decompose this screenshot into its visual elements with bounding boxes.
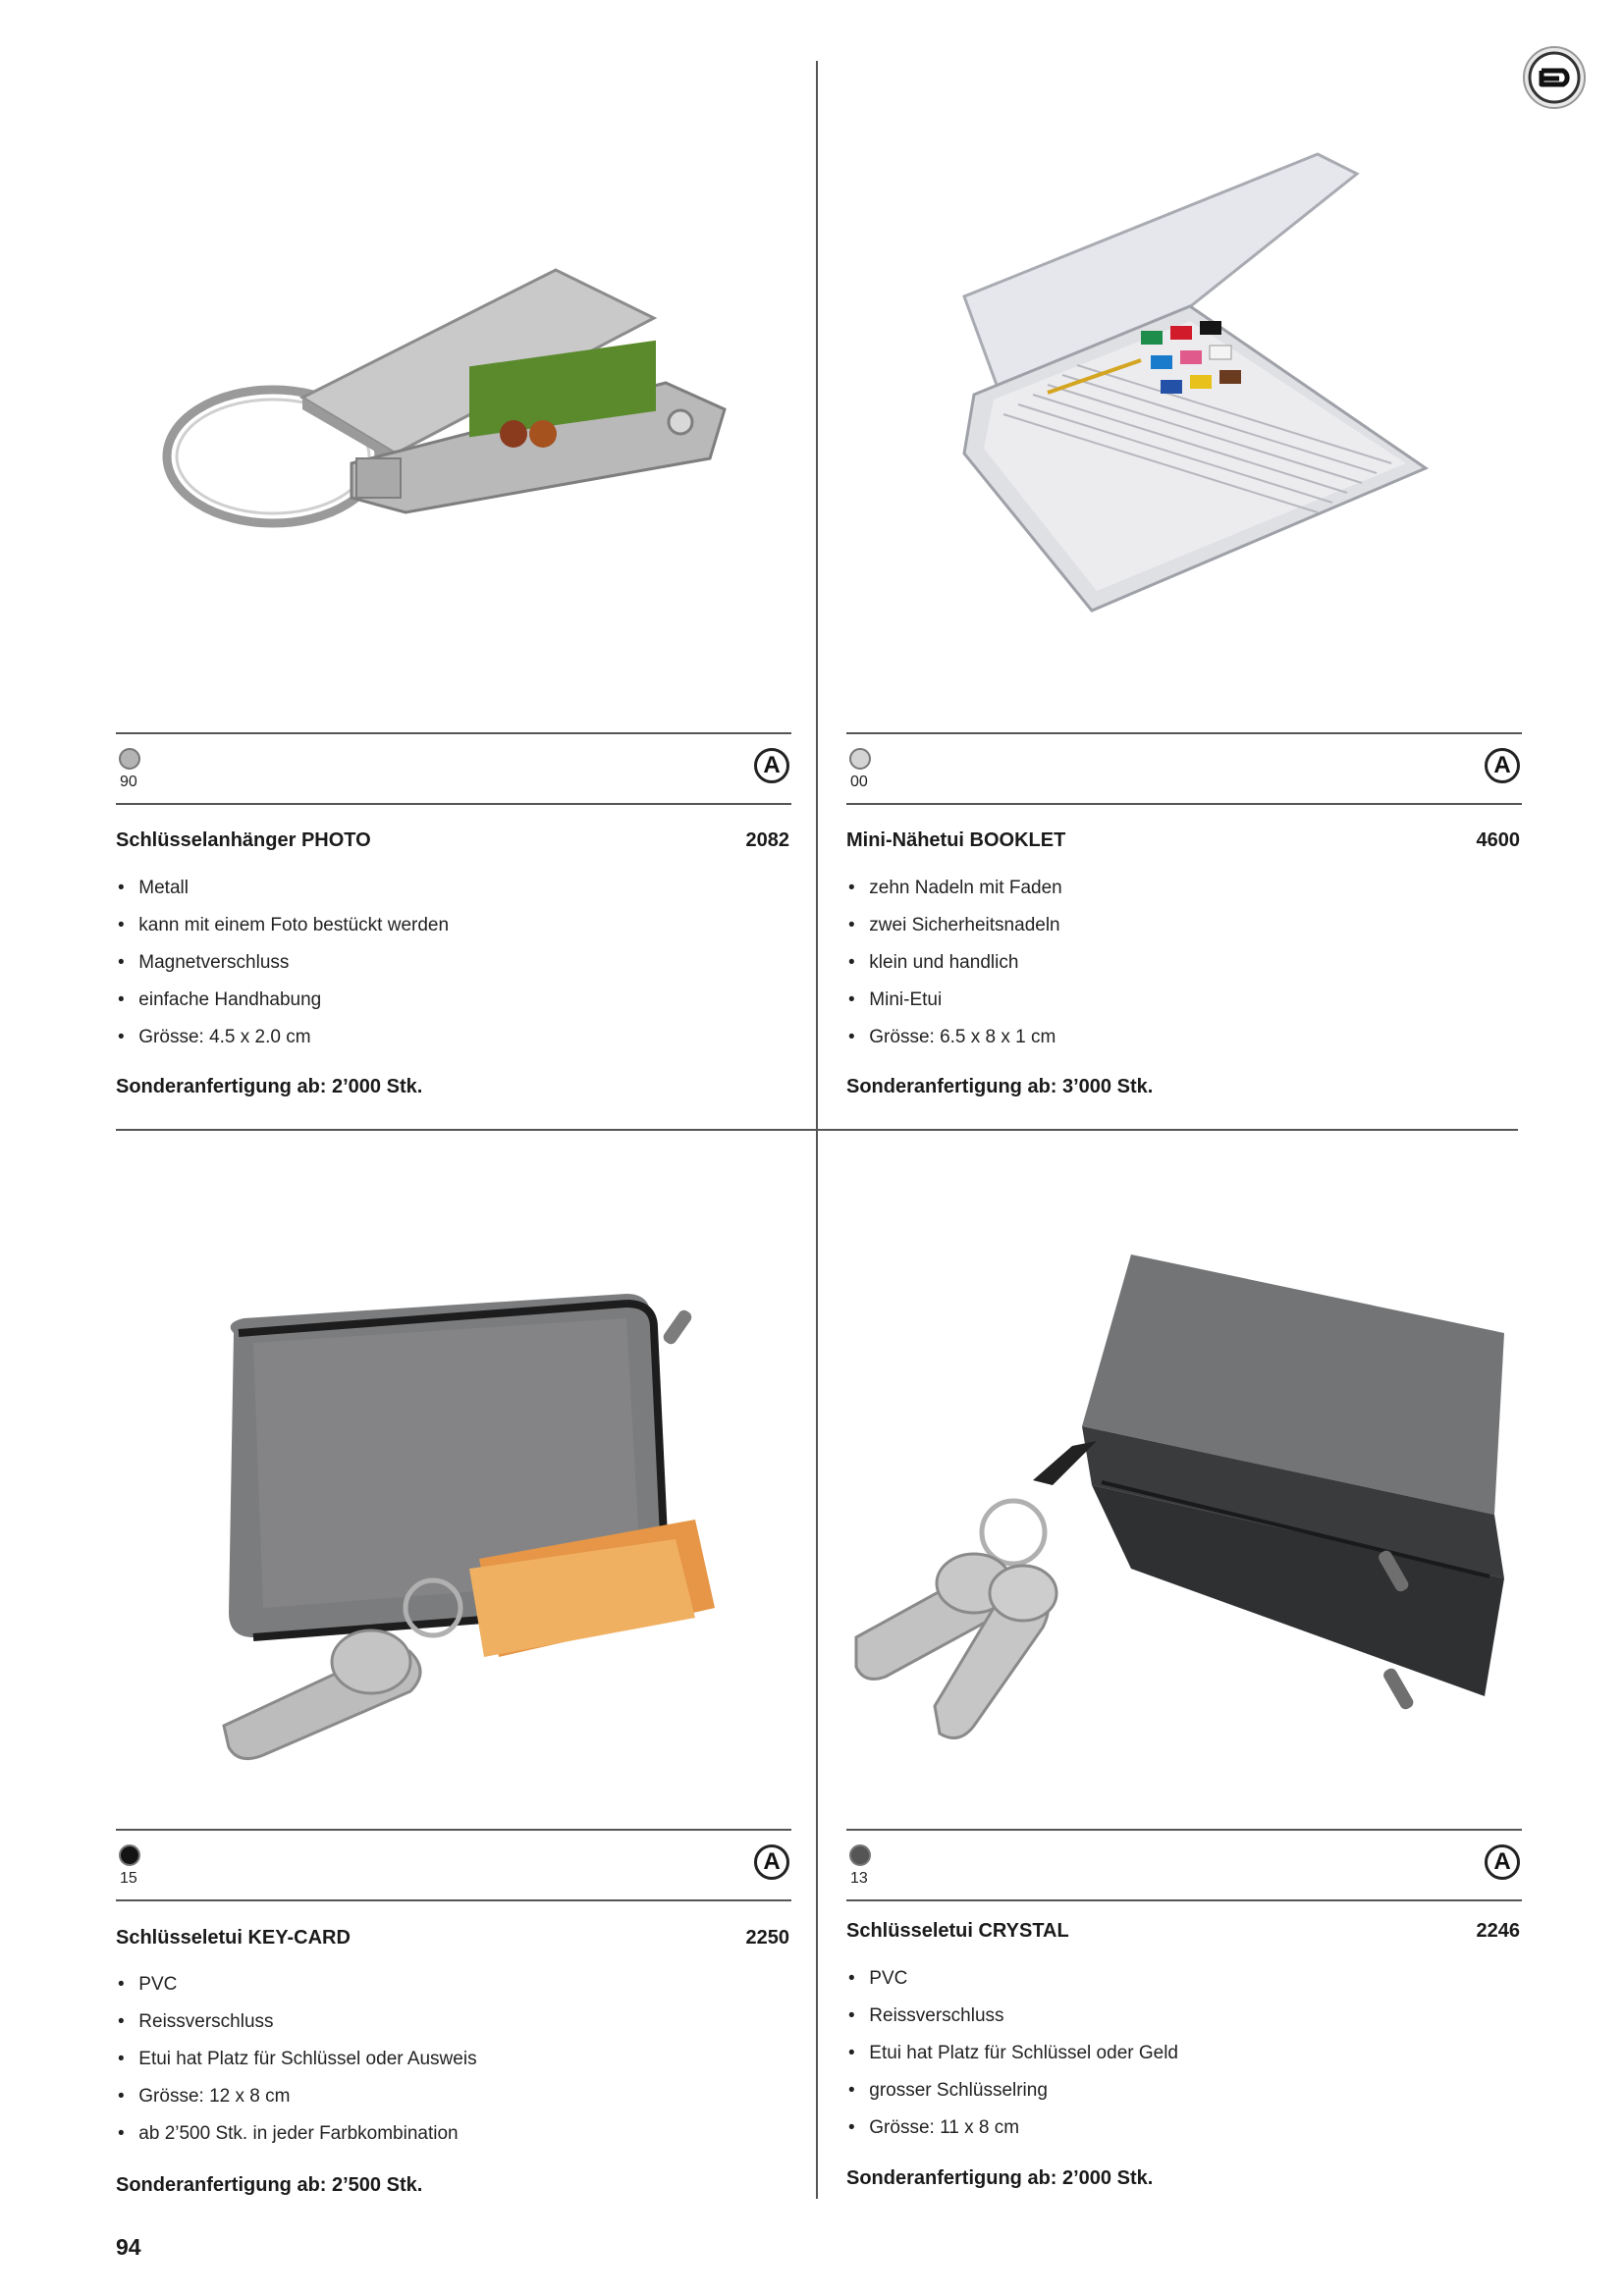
feature-item: • PVC (118, 1974, 178, 1995)
bullet-icon: • (118, 1027, 125, 1047)
feature-item: • zwei Sicherheitsnadeln (848, 915, 1060, 935)
feature-item: • Grösse: 6.5 x 8 x 1 cm (848, 1027, 1056, 1047)
feature-item: • Grösse: 12 x 8 cm (118, 2086, 291, 2107)
feature-item: • Mini-Etui (848, 989, 943, 1010)
a-badge-icon: A (1485, 1844, 1520, 1880)
feature-item: • Etui hat Platz für Schlüssel oder Ausweis (118, 2049, 477, 2069)
row-divider (116, 1129, 1518, 1131)
color-code: 00 (850, 774, 868, 790)
feature-item: • zehn Nadeln mit Faden (848, 878, 1062, 898)
product-photo (116, 1147, 791, 1814)
custom-order-note: Sonderanfertigung ab: 3’000 Stk. (846, 1076, 1154, 1097)
feature-item: • Magnetverschluss (118, 952, 290, 973)
feature-item: • ab 2’500 Stk. in jeder Farbkombination (118, 2123, 459, 2144)
product-name: Schlüsseletui KEY-CARD (116, 1927, 351, 1949)
bullet-icon: • (118, 2086, 125, 2107)
bullet-icon: • (118, 989, 125, 1010)
feature-list (116, 878, 449, 1064)
color-swatch (119, 1844, 140, 1866)
brand-logo (1522, 45, 1587, 110)
bullet-icon: • (848, 878, 855, 898)
a-badge-icon: A (1485, 748, 1520, 783)
title-row (846, 1920, 1522, 1949)
color-row (116, 732, 791, 805)
bullet-icon: • (848, 1968, 855, 1989)
feature-item: • grosser Schlüsselring (848, 2080, 1048, 2101)
bullet-icon: • (848, 2080, 855, 2101)
product-photo (116, 61, 791, 709)
color-swatch (849, 1844, 871, 1866)
feature-item: • kann mit einem Foto bestückt werden (118, 915, 450, 935)
bullet-icon: • (118, 2123, 125, 2144)
feature-item: • Metall (118, 878, 189, 898)
color-code: 90 (120, 774, 137, 790)
color-row (846, 732, 1522, 805)
color-row (846, 1829, 1522, 1901)
article-number: 2250 (745, 1927, 789, 1949)
feature-item: • PVC (848, 1968, 908, 1989)
product-photo (846, 61, 1522, 709)
bullet-icon: • (118, 952, 125, 973)
feature-item: • Etui hat Platz für Schlüssel oder Geld (848, 2043, 1178, 2063)
bullet-icon: • (848, 952, 855, 973)
bullet-icon: • (848, 2043, 855, 2063)
custom-order-note: Sonderanfertigung ab: 2’000 Stk. (116, 1076, 423, 1097)
feature-item: • Reissverschluss (118, 2011, 274, 2032)
product-name: Schlüsseletui CRYSTAL (846, 1920, 1069, 1942)
bullet-icon: • (118, 1974, 125, 1995)
feature-list (846, 878, 1062, 1064)
feature-item: • einfache Handhabung (118, 989, 322, 1010)
article-number: 4600 (1476, 829, 1520, 851)
color-code: 13 (850, 1870, 868, 1887)
feature-item: • Grösse: 4.5 x 2.0 cm (118, 1027, 311, 1047)
feature-item: • Reissverschluss (848, 2005, 1004, 2026)
article-number: 2082 (745, 829, 789, 851)
title-row (116, 1927, 791, 1956)
feature-item: • Grösse: 11 x 8 cm (848, 2117, 1020, 2138)
product-name: Mini-Nähetui BOOKLET (846, 829, 1066, 851)
feature-list (116, 1974, 477, 2161)
bullet-icon: • (118, 878, 125, 898)
feature-list (846, 1968, 1178, 2155)
bullet-icon: • (118, 2011, 125, 2032)
page-number: 94 (116, 2234, 141, 2260)
a-badge-icon: A (754, 1844, 789, 1880)
article-number: 2246 (1476, 1920, 1520, 1942)
product-name: Schlüsselanhänger PHOTO (116, 829, 371, 851)
color-swatch (849, 748, 871, 770)
custom-order-note: Sonderanfertigung ab: 2’000 Stk. (846, 2167, 1154, 2189)
bullet-icon: • (848, 2117, 855, 2138)
custom-order-note: Sonderanfertigung ab: 2’500 Stk. (116, 2174, 423, 2196)
bullet-icon: • (118, 915, 125, 935)
bullet-icon: • (848, 915, 855, 935)
product-photo (846, 1147, 1522, 1814)
bullet-icon: • (848, 989, 855, 1010)
feature-item: • klein und handlich (848, 952, 1019, 973)
color-code: 15 (120, 1870, 137, 1887)
a-badge-icon: A (754, 748, 789, 783)
color-swatch (119, 748, 140, 770)
bullet-icon: • (118, 2049, 125, 2069)
title-row (116, 829, 791, 859)
title-row (846, 829, 1522, 859)
bullet-icon: • (848, 2005, 855, 2026)
color-row (116, 1829, 791, 1901)
bullet-icon: • (848, 1027, 855, 1047)
